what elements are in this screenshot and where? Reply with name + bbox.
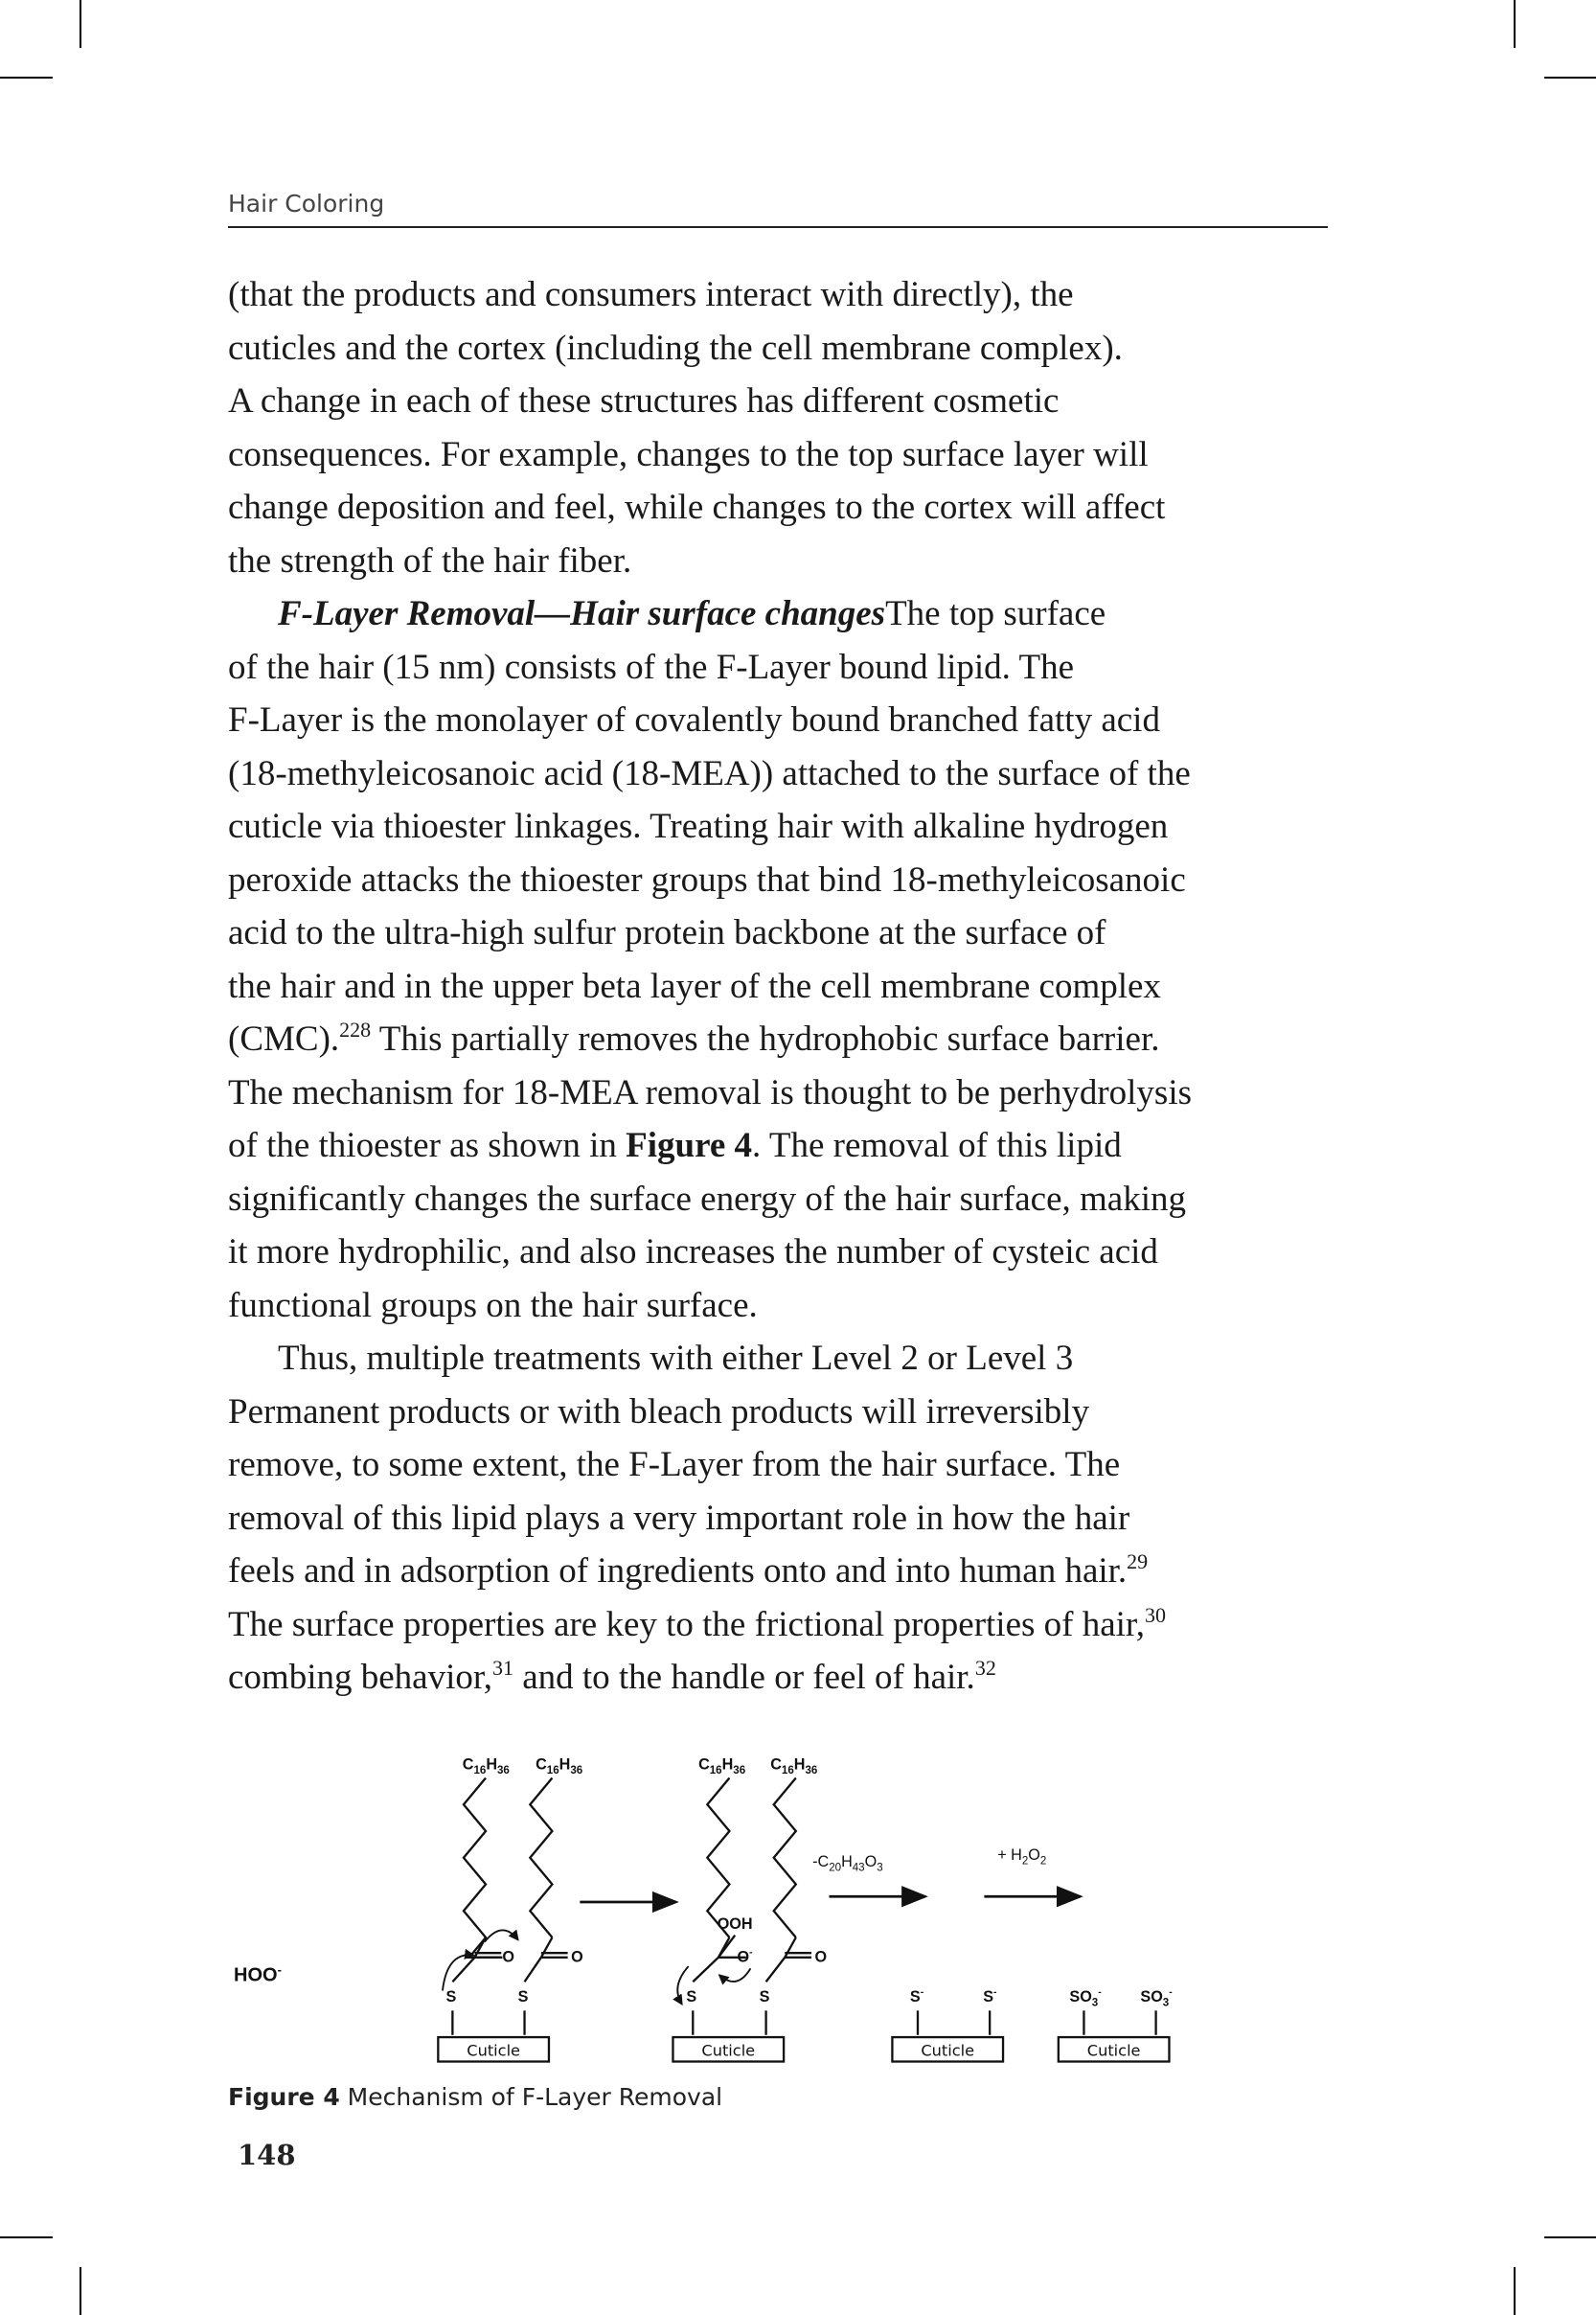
paragraph-line: it more hydrophilic, and also increases the number of cysteic acid (228, 1232, 1158, 1272)
line-text: of the thioester as shown in (228, 1126, 627, 1165)
chain-2a (707, 1778, 729, 1938)
arrow-carbonyl (485, 1930, 518, 1941)
citation-superscript: 228 (339, 1018, 372, 1042)
paragraph-line: removal of this lipid plays a very important role in how the hair (228, 1498, 1130, 1538)
figure-caption (228, 2083, 722, 2111)
line-text: (CMC). (228, 1020, 340, 1059)
chain-1b (530, 1778, 552, 1938)
cuticle-label: Cuticle (921, 2041, 975, 2060)
figure-reference: Figure 4 (626, 1126, 753, 1165)
paragraph-line: (18-methyleicosanoic acid (18-MEA)) attached to the surface of the (228, 753, 1191, 793)
cuticle-boxes (438, 2037, 1169, 2061)
paragraph-line: A change in each of these structures has different cosmetic (228, 381, 1060, 421)
section-heading: F-Layer Removal—Hair surface changes (278, 594, 886, 633)
line-text: . The removal of this lipid (752, 1126, 1122, 1165)
thiolate-anion: S- (909, 1987, 924, 2006)
crop-mark-bottom-left-horizontal (0, 2236, 53, 2238)
figure-4-mechanism (220, 1725, 1332, 2079)
chain-formula-label: $C_{16}H_{36}$ (698, 1755, 746, 1776)
electron-arrows (443, 1930, 750, 2004)
cuticle-label: Cuticle (1086, 2041, 1141, 2060)
paragraph-line (228, 1651, 1328, 1705)
oxide-anion: O- (737, 1947, 753, 1966)
crop-mark-bottom-right-vertical (1514, 2267, 1516, 2315)
paragraph-line: acid to the ultra-high sulfur protein backbone at the surface of (228, 913, 1106, 952)
paragraph-line: significantly changes the surface energy of the hair surface, making (228, 1179, 1186, 1219)
paragraph-line: consequences. For example, changes to the top surface layer will (228, 434, 1149, 474)
paragraph-line: cuticles and the cortex (including the cell membrane complex). (228, 328, 1123, 368)
formula-labels (445, 1755, 1173, 2059)
paragraph-line: Permanent products or with bleach products will irreversibly (228, 1391, 1090, 1432)
chain-formula-label: $C_{16}H_{36}$ (462, 1755, 510, 1776)
paragraph-line: F-Layer is the monolayer of covalently bound branched fatty acid (228, 700, 1160, 740)
chain-1a (464, 1778, 486, 1958)
sulfonate-anion: $SO_3^-$ (1069, 1987, 1102, 2009)
paragraph-line: remove, to some extent, the F-Layer from the hair surface. The (228, 1445, 1121, 1484)
cuticle-label: Cuticle (701, 2041, 756, 2060)
product-bonds (918, 2010, 1156, 2034)
mechanism-diagram (220, 1725, 1332, 2079)
section-heading-line (228, 587, 1328, 641)
paragraph-line: cuticle via thioester linkages. Treating hair with alkaline hydrogen (228, 807, 1169, 846)
citation-superscript: 31 (491, 1656, 513, 1680)
sulfur-atom: S (517, 1988, 529, 2006)
line-text: feels and in adsorption of ingredients onto and into human hair. (228, 1551, 1128, 1591)
paragraph-line: the strength of the hair fiber. (228, 540, 632, 581)
carbonyl-oxygen: O (502, 1948, 514, 1966)
paragraph-line (228, 1545, 1328, 1598)
step-2-label: + $H_2O_2$ (997, 1846, 1047, 1868)
chain-formula-label: $C_{16}H_{36}$ (536, 1755, 583, 1776)
line-text: The surface properties are key to the frictional properties of hair, (228, 1604, 1146, 1644)
paragraph-line: Thus, multiple treatments with either Level 2 or Level 3 (278, 1339, 1074, 1378)
citation-superscript: 29 (1127, 1549, 1149, 1573)
paragraph-line: peroxide attacks the thioester groups that bind 18-methyleicosanoic (228, 860, 1186, 900)
citation-superscript: 30 (1145, 1602, 1167, 1627)
crop-mark-bottom-left-vertical (80, 2267, 81, 2315)
heading-line-text: The top surface (885, 594, 1106, 633)
arrow-hoo-attack (443, 1955, 473, 1990)
hydroperoxide-group: OOH (717, 1914, 753, 1933)
step-1-label: $-C_{20}H_{43}O_3$ (812, 1853, 883, 1874)
paragraph-line (228, 1119, 1328, 1173)
chain-2b (774, 1778, 796, 1938)
paragraph-line: the hair and in the upper beta layer of the cell membrane complex (228, 966, 1161, 1006)
running-header: Hair Coloring (228, 190, 385, 218)
arrow-oxide-return (719, 1968, 750, 1982)
chain-formula-label: $C_{16}H_{36}$ (770, 1755, 818, 1776)
crop-mark-top-left-vertical (80, 0, 81, 48)
citation-superscript: 32 (974, 1656, 996, 1680)
paragraph-line: of the hair (15 nm) consists of the F-Layer bound lipid. The (228, 647, 1075, 687)
sulfur-atom: S (686, 1988, 697, 2006)
page-number: 148 (238, 2139, 296, 2171)
line-text: combing behavior, (228, 1658, 492, 1697)
crop-mark-top-left-horizontal (0, 77, 53, 79)
sulfonate-anion: $SO_3^-$ (1140, 1987, 1173, 2009)
sulfur-atom: S (445, 1988, 457, 2006)
crop-mark-top-right-vertical (1514, 0, 1516, 48)
crop-mark-bottom-right-horizontal (1544, 2236, 1596, 2238)
caption-text: Mechanism of F-Layer Removal (339, 2083, 723, 2111)
paragraph-line (228, 1598, 1328, 1652)
paragraph-line: (that the products and consumers interact with directly), the (228, 275, 1074, 314)
paragraph-line: change deposition and feel, while changes to the cortex will affect (228, 488, 1166, 527)
reaction-arrows (580, 1896, 1081, 1902)
hoo-charge: - (277, 1962, 282, 1977)
cuticle-label: Cuticle (467, 2041, 521, 2060)
crop-mark-top-right-horizontal (1544, 77, 1596, 79)
paragraph-line (228, 1013, 1328, 1066)
thiolate-anion: S- (983, 1987, 997, 2006)
line-text: This partially removes the hydrophobic surface barrier. (371, 1020, 1160, 1059)
paragraph-line: functional groups on the hair surface. (228, 1285, 758, 1325)
line-text: and to the handle or feel of hair. (513, 1658, 975, 1697)
paragraph-line: The mechanism for 18-MEA removal is thought to be perhydrolysis (228, 1072, 1193, 1112)
hoo-text: HOO (234, 1964, 278, 1986)
figure-label: Figure 4 (228, 2083, 340, 2111)
hydroperoxide-anion-label (234, 1962, 282, 1987)
carbonyl-oxygen: O (814, 1948, 828, 1966)
carbonyl-oxygen: O (571, 1948, 583, 1966)
body-text (228, 268, 1328, 1705)
sulfur-atom: S (759, 1988, 770, 2006)
header-rule (228, 226, 1328, 228)
